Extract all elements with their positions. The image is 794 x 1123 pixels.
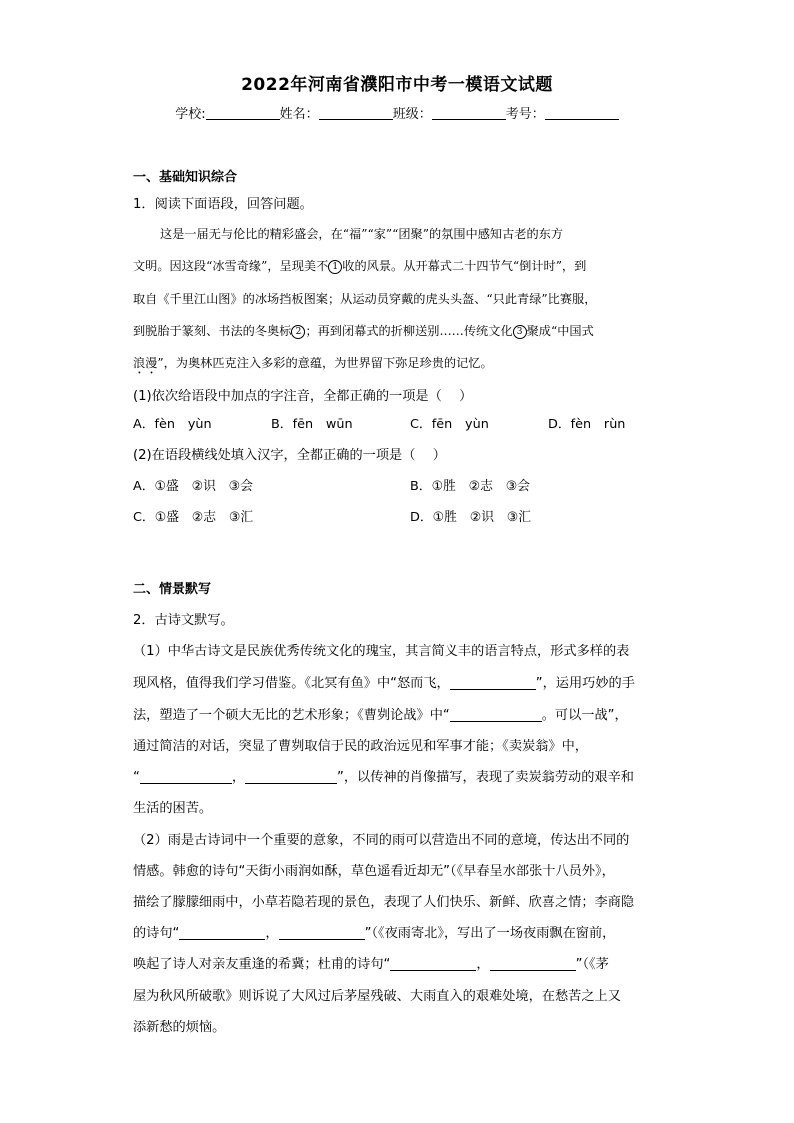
name-label: 姓名：	[279, 107, 319, 122]
answer-blank[interactable]	[279, 926, 365, 940]
answer-blank[interactable]	[450, 676, 536, 690]
passage-text: 收的风景。从开幕式二十四节气“倒计时”，到	[342, 259, 587, 273]
answer-blank[interactable]	[390, 957, 476, 971]
p1-line-6: 生活的困苦。	[133, 801, 213, 816]
school-label: 学校:	[175, 107, 206, 122]
p2-text: ，	[265, 926, 279, 941]
sub2-option-a[interactable]: A．①盛 ②识 ③会	[133, 479, 253, 494]
passage-text: 到脱胎于篆刻、书法的冬奥标	[133, 324, 292, 338]
sub1-option-c[interactable]: C．fēn yùn	[410, 417, 489, 432]
passage-text: 取自《千里江山图》的冰场挡板图案	[133, 292, 328, 306]
sub-question-2: (2)在语段横线处填入汉字，全都正确的一项是（ ）	[133, 448, 446, 463]
p1-text: ，	[231, 770, 246, 785]
p2-line-3: 描绘了朦朦细雨中，小草若隐若现的景色，表现了人们快乐、新鲜、欣喜之情；李商隐	[133, 895, 635, 910]
p1-text: “	[133, 770, 140, 785]
p2-line-7: 添新愁的烦恼。	[133, 1020, 226, 1035]
p2-text: ”（《夜雨寄北》，写出了一场夜雨飘在窗前，	[364, 926, 616, 941]
answer-blank[interactable]	[179, 926, 265, 940]
student-info-line	[0, 103, 794, 122]
sub1-option-d[interactable]: D．fèn rùn	[548, 417, 626, 432]
passage-text: 聚成“中国式	[526, 324, 594, 338]
passage-text: 文明。因这段“冰雪奇缘”，呈现美不	[133, 259, 329, 273]
p1-line-5	[133, 766, 634, 785]
answer-blank[interactable]	[450, 708, 542, 722]
p1-text: 现风格，值得我们学习借鉴。《北冥有鱼》中“怒而飞，	[133, 676, 450, 691]
sub2-option-b[interactable]: B．①胜 ②志 ③会	[410, 479, 530, 494]
passage-line-5	[133, 354, 493, 377]
p2-text: ，	[476, 957, 490, 972]
sub1-option-a[interactable]: A．fèn yùn	[133, 417, 212, 432]
p2-text: 唤起了诗人对亲友重逢的希冀；杜甫的诗句“	[133, 957, 391, 972]
answer-blank[interactable]	[245, 770, 337, 784]
p2-text: 的诗句“	[133, 926, 180, 941]
p2-line-1: （2）雨是古诗词中一个重要的意象，不同的雨可以营造出不同的意境，传达出不同的	[133, 833, 630, 848]
p2-line-4	[133, 922, 615, 941]
passage-line-4	[133, 322, 594, 339]
number-label: 考号：	[505, 107, 545, 122]
sub2-option-d[interactable]: D．①胜 ②识 ③汇	[410, 510, 532, 525]
sub-question-1: (1)依次给语段中加点的字注音，全都正确的一项是（ ）	[133, 389, 473, 404]
p1-text: 法，塑造了一个硕大无比的艺术形象；《曹刿论战》中“	[133, 708, 450, 723]
sub2-option-c[interactable]: C．①盛 ②志 ③汇	[133, 510, 254, 525]
section-2-heading: 二、情景默写	[133, 582, 212, 597]
p1-text: 。可以一战”，	[541, 708, 628, 723]
passage-line-2	[133, 257, 586, 274]
school-blank[interactable]	[206, 105, 280, 120]
number-blank[interactable]	[545, 105, 619, 120]
passage-text: ；从运动员穿戴的虎头头盔、“只此青绿”比赛服，	[328, 292, 597, 306]
name-blank[interactable]	[319, 105, 393, 120]
p2-text: ”（《茅	[575, 957, 609, 972]
p1-line-2	[133, 672, 635, 691]
blank-marker-3: 3	[513, 325, 527, 339]
p2-line-5	[133, 953, 609, 972]
passage-line-1: 这是一届无与伦比的精彩盛会，在“福”“家”“团聚”的氛围中感知古老的东方	[160, 227, 564, 241]
passage-text: ；再到闭幕式的折柳送别……传统文化	[305, 324, 513, 338]
passage-text-dotted: 浪漫	[133, 356, 158, 370]
answer-blank[interactable]	[140, 770, 232, 784]
p2-line-2: 情感。韩愈的诗句“天街小雨润如酥，草色遥看近却无”（《早春呈水部张十八员外》，	[133, 864, 615, 879]
p2-line-6: 屋为秋风所破歌》则诉说了大风过后茅屋残破、大雨直入的艰难处境，在愁苦之上又	[133, 989, 621, 1004]
blank-marker-2: 2	[291, 325, 305, 339]
p1-line-4: 通过简洁的对话，突显了曹刿取信于民的政治远见和军事才能；《卖炭翁》中，	[133, 739, 588, 754]
p1-line-1: （1）中华古诗文是民族优秀传统文化的瑰宝，其言简义丰的语言特点，形式多样的表	[133, 644, 630, 659]
p1-text: ”，运用巧妙的手	[535, 676, 635, 691]
sub1-option-b[interactable]: B．fēn wūn	[271, 417, 353, 432]
p1-line-3	[133, 704, 628, 723]
p1-text: ”，以传神的肖像描写，表现了卖炭翁劳动的艰辛和	[337, 770, 634, 785]
passage-line-3	[133, 290, 596, 307]
question-1-stem: 1．阅读下面语段，回答问题。	[133, 197, 313, 212]
blank-marker-1: 1	[328, 260, 342, 274]
section-1-heading: 一、基础知识综合	[133, 170, 238, 185]
question-2-stem: 2．古诗文默写。	[133, 613, 234, 628]
class-blank[interactable]	[432, 105, 506, 120]
class-label: 班级：	[392, 107, 432, 122]
exam-title: 2022年河南省濮阳市中考一模语文试题	[241, 75, 553, 95]
answer-blank[interactable]	[490, 957, 576, 971]
passage-text: ”，为奥林匹克注入多彩的意蕴，为世界留下弥足珍贵的记忆。	[157, 356, 493, 370]
